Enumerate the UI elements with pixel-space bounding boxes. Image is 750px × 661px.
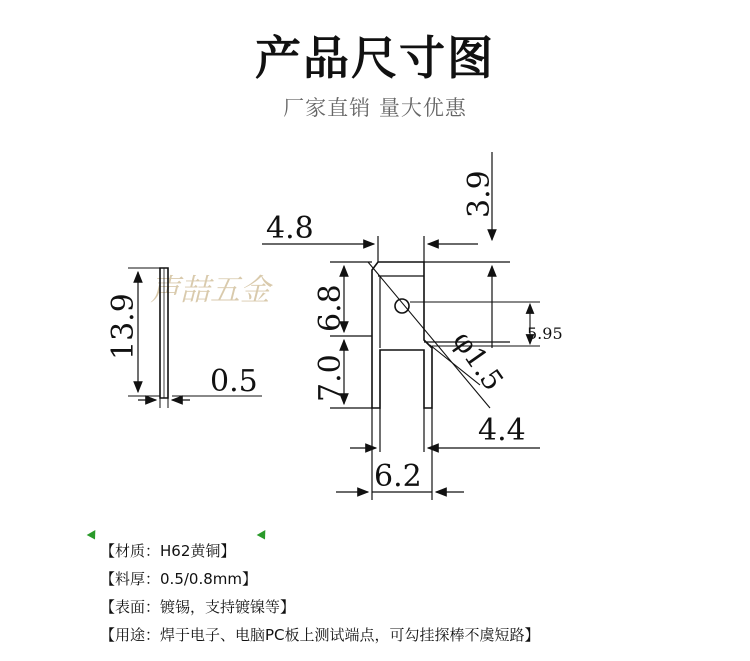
spec-label: 【料厚： [100, 570, 161, 588]
dim-upper-segment: 6.8 [313, 284, 348, 332]
spec-label: 【表面： [100, 598, 161, 616]
spec-material [100, 540, 235, 561]
dim-top-height: 3.9 [462, 170, 497, 218]
dim-lower-segment: 7.0 [313, 354, 348, 402]
spec-value: 镀锡，支持镀镍等】 [160, 598, 296, 616]
spec-surface [100, 596, 295, 617]
dim-thickness: 0.5 [210, 364, 258, 399]
dim-bottom-width: 6.2 [374, 459, 422, 494]
dim-left-length: 13.9 [106, 293, 141, 360]
page-subtitle: 厂家直销 量大优惠 [283, 96, 467, 120]
spec-thickness [100, 568, 257, 589]
dim-hole-diameter: φ1.5 [446, 325, 511, 397]
spec-value: 焊于电子、电脑PC板上测试端点，可勾挂探棒不虞短路】 [160, 626, 540, 644]
dim-hole-offset: 5.95 [527, 324, 563, 343]
page-title: 产品尺寸图 [255, 31, 495, 85]
spec-label: 【用途： [100, 626, 161, 644]
spec-usage [100, 624, 540, 645]
spec-label: 【材质： [100, 542, 161, 560]
spec-value: H62黄铜】 [160, 542, 236, 560]
dim-top-width: 4.8 [266, 211, 314, 246]
dim-tab-width: 4.4 [478, 413, 526, 448]
watermark: 声喆五金 [150, 273, 270, 308]
spec-value: 0.5/0.8mm】 [160, 570, 258, 588]
